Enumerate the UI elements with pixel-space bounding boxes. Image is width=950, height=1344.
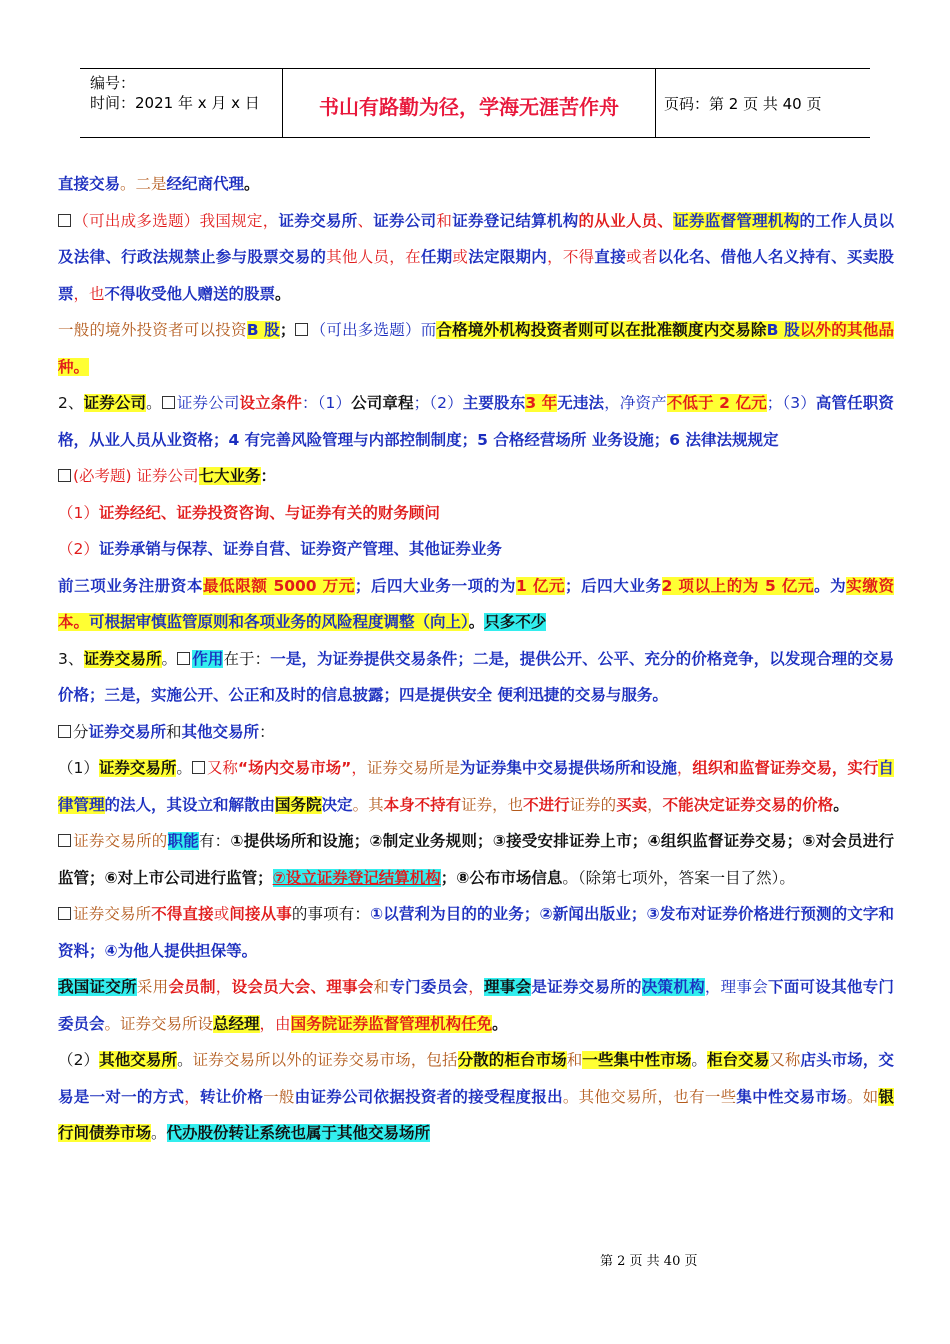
paragraph bbox=[58, 1042, 894, 1152]
text-span: 证券交易所 bbox=[88, 722, 167, 741]
text-span: ；（2） bbox=[413, 394, 463, 412]
text-span: 由证券公司依据投资者的接受程度报出 bbox=[294, 1087, 563, 1106]
checkbox-square-icon bbox=[58, 469, 71, 482]
text-span: ： bbox=[259, 722, 275, 741]
text-span: 有： bbox=[198, 832, 231, 850]
text-span: 的法人，其设立和解散由 bbox=[104, 795, 276, 814]
text-span: ， bbox=[184, 1087, 200, 1106]
text-span: 。 bbox=[468, 613, 485, 631]
text-span: 柜台交易 bbox=[706, 1051, 770, 1069]
header-info-cell bbox=[80, 69, 283, 137]
text-span: 或 bbox=[213, 905, 230, 923]
text-span: “场内交易市场” bbox=[237, 759, 352, 777]
text-span: 证券，也 bbox=[461, 795, 524, 814]
text-span: 下面可设其他专门委员会 bbox=[58, 978, 894, 1033]
text-span: 代办股份转让系统也属于其他交易场所 bbox=[166, 1124, 431, 1142]
text-span: 。 bbox=[833, 795, 849, 814]
text-span: 专门委员会 bbox=[389, 978, 469, 996]
paragraph bbox=[58, 203, 894, 313]
text-span: 3、 bbox=[58, 649, 84, 668]
checkbox-square-icon bbox=[58, 834, 71, 847]
text-span: 只多不少 bbox=[484, 613, 547, 631]
text-span: ，由 bbox=[259, 1014, 291, 1033]
text-span: 转让价格 bbox=[200, 1087, 264, 1106]
text-span: 店头市场，交易是一对一的方式 bbox=[58, 1051, 894, 1106]
text-span: 银行间债券市场 bbox=[58, 1087, 894, 1142]
paragraph bbox=[58, 568, 894, 641]
text-span: 。 bbox=[161, 649, 178, 668]
text-span: ， bbox=[647, 795, 663, 814]
paragraph bbox=[58, 166, 894, 203]
text-span: 决定 bbox=[321, 795, 353, 814]
text-span: 理事会 bbox=[484, 978, 532, 996]
text-span: ，理事会 bbox=[704, 978, 768, 996]
text-span: 。如 bbox=[846, 1087, 879, 1106]
text-span: 分散的柜台市场 bbox=[457, 1051, 567, 1069]
page-footer: 第 2 页 共 40 页 bbox=[600, 1254, 698, 1269]
text-span: 公司章程 bbox=[351, 394, 414, 412]
text-span: （2） bbox=[58, 540, 99, 558]
text-span: 证券承销与保荐、证券自营、证券资产管理、其他证券业务 bbox=[98, 540, 502, 558]
text-span: 证券交易所是 bbox=[366, 759, 460, 777]
text-span: 。 bbox=[146, 394, 162, 412]
text-span: 以化名、借他人名义持有、买卖股票 bbox=[58, 248, 894, 303]
text-span: ； bbox=[279, 321, 296, 339]
text-span: 不能决定证券交易的价格 bbox=[662, 795, 834, 814]
text-span: 一是，为证券提供交易条件；二是，提供公开、公平、充分的价格竞争，以发现合理的交易价格；三是，实施公开、公正和及时的信息披露；四是提供安全 便利迅捷的交易与服务。 bbox=[58, 649, 894, 704]
text-span: 。 bbox=[275, 284, 291, 303]
checkbox-square-icon bbox=[58, 214, 71, 227]
text-span: 证券交易所 bbox=[98, 759, 177, 777]
text-span: （1） bbox=[58, 759, 99, 777]
text-span: 其他人员，在 bbox=[326, 248, 421, 266]
text-span: ， bbox=[215, 978, 232, 996]
text-span: 经纪商代理 bbox=[166, 175, 245, 193]
text-span: ；后四大业务一项的为 bbox=[354, 576, 516, 595]
document-number: 编号： bbox=[90, 74, 136, 92]
text-span: 作用 bbox=[192, 649, 224, 668]
text-span: ， bbox=[468, 978, 484, 996]
text-span: 间接从事 bbox=[229, 905, 292, 923]
text-span: 。 bbox=[177, 1051, 193, 1069]
paragraph bbox=[58, 458, 894, 495]
text-span: 。为 bbox=[814, 576, 847, 595]
paragraph bbox=[58, 823, 894, 896]
text-span: 和 bbox=[566, 1051, 583, 1069]
paragraph bbox=[58, 969, 894, 1042]
text-span: 是证券交易所的 bbox=[531, 978, 642, 996]
text-span: 分 bbox=[73, 722, 89, 741]
text-span: 或 bbox=[452, 248, 469, 266]
text-span: 和 bbox=[373, 978, 390, 996]
text-span: 证券公司 bbox=[83, 394, 147, 412]
text-span: 职能 bbox=[167, 832, 199, 850]
text-span: 证券交易所以外的证券交易市场，包括 bbox=[192, 1051, 458, 1069]
text-span: ， bbox=[351, 759, 367, 777]
text-span: 或者 bbox=[625, 248, 658, 266]
checkbox-square-icon bbox=[295, 323, 308, 336]
text-span: 不低于 2 亿元 bbox=[666, 394, 767, 412]
text-span: 证券公司 bbox=[176, 394, 240, 412]
text-span: 又称 bbox=[769, 1051, 801, 1069]
text-span: ，也 bbox=[73, 284, 105, 303]
text-span: 不得直接 bbox=[151, 905, 214, 923]
text-span: 集中性交易市场 bbox=[736, 1087, 847, 1106]
text-span: 。证券交易所设 bbox=[104, 1014, 214, 1033]
text-span: 主要股东 bbox=[462, 394, 526, 412]
paragraph bbox=[58, 531, 894, 568]
text-span: 一般 bbox=[263, 1087, 295, 1106]
text-span: 前三项业务注册资本 bbox=[58, 576, 203, 595]
text-span: 的工作人员以及 bbox=[58, 211, 894, 266]
checkbox-square-icon bbox=[177, 652, 190, 665]
text-span: 在于： bbox=[223, 649, 271, 668]
text-span: ， bbox=[676, 759, 693, 777]
text-span: 证券登记结算机构 bbox=[452, 211, 579, 230]
paragraph bbox=[58, 641, 894, 714]
document-date: 时间：2021 年 x 月 x 日 bbox=[90, 94, 260, 112]
text-span: 总经理 bbox=[213, 1014, 260, 1033]
header-page-number: 页码：第 2 页 共 40 页 bbox=[664, 95, 822, 113]
text-span: 组织和监督证券交易，实行 bbox=[692, 759, 879, 777]
checkbox-square-icon bbox=[58, 907, 71, 920]
text-span: 法定限期内 bbox=[468, 248, 548, 266]
header-page-cell bbox=[656, 69, 870, 137]
text-span: ①以营利为目的的业务；②新闻出版业；③发布对证券价格进行预测的文字和资料；④为他人提供担保等。 bbox=[58, 905, 894, 960]
text-span: ：（1） bbox=[301, 394, 352, 412]
document-body bbox=[58, 166, 894, 1152]
paragraph bbox=[58, 495, 894, 532]
text-span: 我国证交所 bbox=[58, 978, 137, 996]
text-span: 七大业务 bbox=[198, 467, 261, 485]
text-span: （2） bbox=[58, 1051, 100, 1069]
text-span: 实缴资本。 bbox=[58, 576, 894, 631]
text-span: ；（3） bbox=[766, 394, 816, 412]
text-span: 买卖 bbox=[616, 795, 648, 814]
text-span: 的从业人员、 bbox=[578, 211, 674, 230]
text-span: （1） bbox=[58, 503, 99, 522]
text-span: 以外的其他品种。 bbox=[58, 321, 894, 376]
text-span: B 股 bbox=[766, 321, 800, 339]
text-span: (必考题) 证券公司 bbox=[73, 467, 199, 485]
text-span: （可出成多选题）我国规定， bbox=[73, 211, 279, 230]
text-span: 证券交易所 bbox=[278, 211, 358, 230]
text-span: 设会员大会、理事会 bbox=[231, 978, 374, 996]
text-span: 法律、行政法规禁止参与股票交易的 bbox=[73, 248, 327, 266]
text-span: 、 bbox=[357, 211, 374, 230]
text-span: 。 bbox=[492, 1014, 508, 1033]
text-span: 和 bbox=[166, 722, 182, 741]
text-span: 证券交易所 bbox=[73, 905, 152, 923]
text-span: ： bbox=[260, 467, 277, 485]
text-span: 一些集中性市场 bbox=[582, 1051, 692, 1069]
text-span: 为证券集中交易提供场所和设施 bbox=[459, 759, 677, 777]
text-span: 本身不持有 bbox=[383, 795, 462, 814]
text-span: 设立条件 bbox=[239, 394, 302, 412]
text-span: 其他交易所 bbox=[99, 1051, 178, 1069]
paragraph bbox=[58, 385, 894, 458]
text-span: 自律管理 bbox=[58, 759, 894, 814]
text-span: 直接交易 bbox=[58, 175, 121, 193]
text-span: ⑦设立证券登记结算机构 bbox=[272, 868, 441, 887]
text-span: 。 bbox=[151, 1124, 167, 1142]
text-span: 可根据审慎监管原则和各项业务的风险程度调整（向上） bbox=[89, 613, 469, 631]
text-span: 。 bbox=[691, 1051, 707, 1069]
text-span: ；后四大业务 bbox=[564, 576, 662, 595]
text-span: 证券经纪、证券投资咨询、与证券有关的财务顾问 bbox=[98, 503, 440, 522]
text-span: 的事项有： bbox=[291, 905, 370, 923]
text-span: ，净资产 bbox=[604, 394, 667, 412]
text-span: 证券的 bbox=[569, 795, 617, 814]
text-span: 证券交易所 bbox=[83, 649, 162, 668]
text-span: 高管任职资格，从业人员从业资格；4 有完善风险管理与内部控制制度；5 合格经营场所 业务设施；6 法律法规规定 bbox=[58, 394, 894, 449]
text-span: ；⑧公布市场信息 bbox=[440, 868, 563, 887]
text-span: 和 bbox=[436, 211, 453, 230]
text-span: 2 项以上的为 5 亿元 bbox=[661, 576, 814, 595]
text-span: 3 年 bbox=[525, 394, 558, 412]
text-span: 国务院证券监督管理机构任免 bbox=[290, 1014, 493, 1033]
text-span: 证券公司 bbox=[373, 211, 437, 230]
text-span: 不进行 bbox=[523, 795, 570, 814]
text-span: 。（除第七项外，答案一目了然）。 bbox=[562, 868, 795, 887]
checkbox-square-icon bbox=[192, 761, 205, 774]
text-span: 。 bbox=[244, 175, 260, 193]
text-span: 一般的境外投资者可以投资 bbox=[58, 321, 247, 339]
header-motto-cell bbox=[283, 69, 656, 137]
checkbox-square-icon bbox=[162, 396, 175, 409]
text-span: 其他交易所 bbox=[181, 722, 260, 741]
text-span: B 股 bbox=[246, 321, 280, 339]
text-span: 又称 bbox=[206, 759, 238, 777]
text-span: ，不得 bbox=[547, 248, 595, 266]
text-span: 。 bbox=[176, 759, 192, 777]
text-span: 任期 bbox=[420, 248, 453, 266]
text-span: 1 亿元 bbox=[515, 576, 565, 595]
text-span: 国务院 bbox=[275, 795, 322, 814]
text-span: 2、 bbox=[58, 394, 84, 412]
header-motto: 书山有路勤为径，学海无涯苦作舟 bbox=[319, 95, 619, 119]
text-span: 证券监督管理机构 bbox=[673, 211, 800, 230]
text-span: 。二是 bbox=[120, 175, 167, 193]
text-span: 最低限额 5000 万元 bbox=[203, 576, 355, 595]
paragraph bbox=[58, 312, 894, 385]
text-span: （可出多选题）而 bbox=[310, 321, 437, 339]
text-span: 决策机构 bbox=[641, 978, 705, 996]
text-span: 不得收受他人赠送的股票 bbox=[104, 284, 276, 303]
text-span: 会员制 bbox=[168, 978, 216, 996]
paragraph bbox=[58, 896, 894, 969]
text-span: 。其 bbox=[352, 795, 384, 814]
paragraph bbox=[58, 750, 894, 823]
paragraph bbox=[58, 714, 894, 751]
text-span: 采用 bbox=[136, 978, 169, 996]
header-table bbox=[80, 68, 870, 138]
text-span: 合格境外机构投资者则可以在批准额度内交易除 bbox=[436, 321, 767, 339]
text-span: ①提供场所和设施；②制定业务规则；③接受安排证券上市；④组织监督证券交易；⑤对会员进行监管；⑥对上市公司进行监管； bbox=[58, 832, 894, 887]
text-span: 。其他交易所，也有一些 bbox=[562, 1087, 737, 1106]
checkbox-square-icon bbox=[58, 725, 71, 738]
text-span: 证券交易所的 bbox=[73, 832, 168, 850]
text-span: 无违法 bbox=[557, 394, 605, 412]
text-span: 直接 bbox=[594, 248, 626, 266]
